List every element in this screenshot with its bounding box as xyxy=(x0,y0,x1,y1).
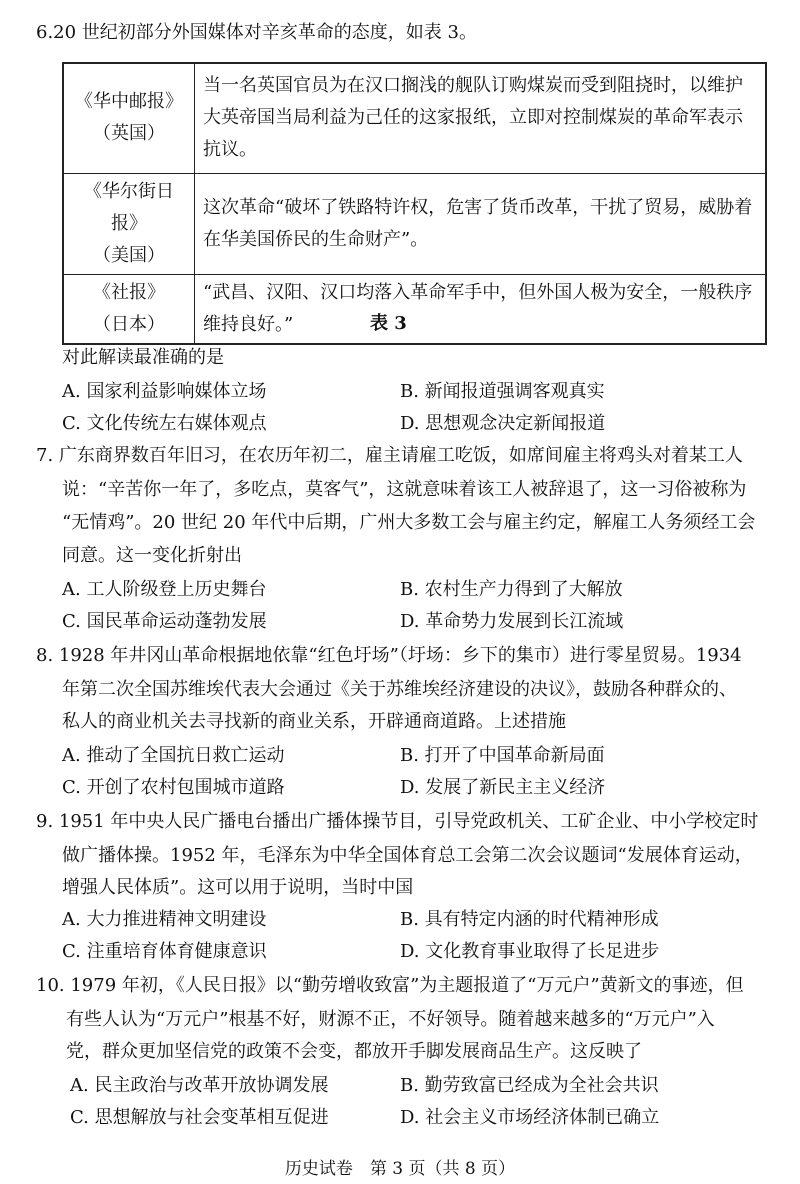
option-a[interactable]: A. 推动了全国抗日救亡运动 xyxy=(62,745,285,766)
table-row xyxy=(63,63,766,173)
question-9-line: 9. 1951 年中央人民广播电台播出广播体操节目，引导党政机关、工矿企业、中小学校定时 xyxy=(36,811,759,832)
option-d[interactable]: D. 社会主义市场经济体制已确立 xyxy=(400,1107,660,1128)
question-10-line: 有些人认为“万元户”根基不好，财源不正，不好领导。随着越来越多的“万元户”入 xyxy=(66,1009,715,1030)
option-b[interactable]: B. 勤劳致富已经成为全社会共识 xyxy=(400,1075,659,1096)
paper-name: 《华尔街日报》 xyxy=(84,180,174,234)
option-a[interactable]: A. 民主政治与改革开放协调发展 xyxy=(70,1075,329,1096)
question-8-line: 私人的商业机关去寻找新的商业关系，开辟通商道路。上述措施 xyxy=(62,711,566,732)
question-6-stem: 6.20 世纪初部分外国媒体对辛亥革命的态度，如表 3。 xyxy=(36,22,477,43)
option-a[interactable]: A. 大力推进精神文明建设 xyxy=(62,909,267,930)
content-cell: 当一名英国官员为在汉口搁浅的舰队订购煤炭而受到阻挠时，以维护大英帝国当局利益为己任的这家报纸，立即对控制煤炭的革命军表示抗议。 xyxy=(195,63,767,173)
table-caption: 表 3 xyxy=(370,313,407,334)
table-row xyxy=(63,173,766,274)
question-7-line: 7. 广东商界数百年旧习，在农历年初二，雇主请雇工吃饭，如席间雇主将鸡头对着某工人 xyxy=(36,445,743,466)
table-3 xyxy=(62,62,767,345)
option-a[interactable]: A. 工人阶级登上历史舞台 xyxy=(62,579,267,600)
option-d[interactable]: D. 文化教育事业取得了长足进步 xyxy=(400,941,660,962)
question-10-line: 党，群众更加坚信党的政策不会变，都放开手脚发展商品生产。这反映了 xyxy=(66,1041,642,1062)
option-b[interactable]: B. 具有特定内涵的时代精神形成 xyxy=(400,909,659,930)
option-c[interactable]: C. 国民革命运动蓬勃发展 xyxy=(62,611,267,632)
question-7-line: 说：“辛苦你一年了，多吃点，莫客气”，这就意味着该工人被辞退了，这一习俗被称为 xyxy=(62,479,747,500)
option-d[interactable]: D. 革命势力发展到长江流域 xyxy=(400,611,624,632)
country: （英国） xyxy=(93,123,165,145)
option-c[interactable]: C. 文化传统左右媒体观点 xyxy=(62,413,267,434)
question-8-line: 8. 1928 年井冈山革命根据地依靠“红色圩场”（圩场：乡下的集市）进行零星贸易。1934 xyxy=(36,645,742,666)
source-cell xyxy=(63,274,195,344)
question-8-line: 年第二次全国苏维埃代表大会通过《关于苏维埃经济建设的决议》，鼓励各种群众的、 xyxy=(62,679,737,700)
option-a[interactable]: A. 国家利益影响媒体立场 xyxy=(62,381,267,402)
option-b[interactable]: B. 打开了中国革命新局面 xyxy=(400,745,605,766)
content-cell: “武昌、汉阳、汉口均落入革命军手中，但外国人极为安全，一般秩序维持良好。” xyxy=(195,274,767,344)
source-cell xyxy=(63,173,195,274)
page-footer: 历史试卷 第 3 页（共 8 页） xyxy=(284,1159,516,1179)
source-cell xyxy=(63,63,195,173)
option-d[interactable]: D. 发展了新民主主义经济 xyxy=(400,777,606,798)
content-cell: 这次革命“破坏了铁路特许权，危害了货币改革，干扰了贸易，威胁着在华美国侨民的生命财产”。 xyxy=(195,173,767,274)
option-b[interactable]: B. 农村生产力得到了大解放 xyxy=(400,579,623,600)
option-c[interactable]: C. 注重培育体育健康意识 xyxy=(62,941,267,962)
question-9-line: 增强人民体质”。这可以用于说明，当时中国 xyxy=(62,877,414,898)
option-c[interactable]: C. 思想解放与社会变革相互促进 xyxy=(70,1107,329,1128)
option-b[interactable]: B. 新闻报道强调客观真实 xyxy=(400,381,605,402)
table-row xyxy=(63,274,766,344)
question-9-line: 做广播体操。1952 年，毛泽东为中华全国体育总工会第二次会议题词“发展体育运动， xyxy=(62,845,753,866)
question-10-line: 10. 1979 年初，《人民日报》以“勤劳增收致富”为主题报道了“万元户”黄新文的事迹，但 xyxy=(36,975,744,996)
question-7-line: 同意。这一变化折射出 xyxy=(62,545,242,566)
country: （日本） xyxy=(93,313,165,335)
question-7-line: “无情鸡”。20 世纪 20 年代中后期，广州大多数工会与雇主约定，解雇工人务须经工会 xyxy=(62,512,756,533)
question-6-prompt: 对此解读最准确的是 xyxy=(62,347,224,368)
country: （美国） xyxy=(93,244,165,266)
paper-name: 《华中邮报》 xyxy=(75,91,183,113)
paper-name: 《社报》 xyxy=(93,281,165,303)
option-c[interactable]: C. 开创了农村包围城市道路 xyxy=(62,777,285,798)
option-d[interactable]: D. 思想观念决定新闻报道 xyxy=(400,413,606,434)
